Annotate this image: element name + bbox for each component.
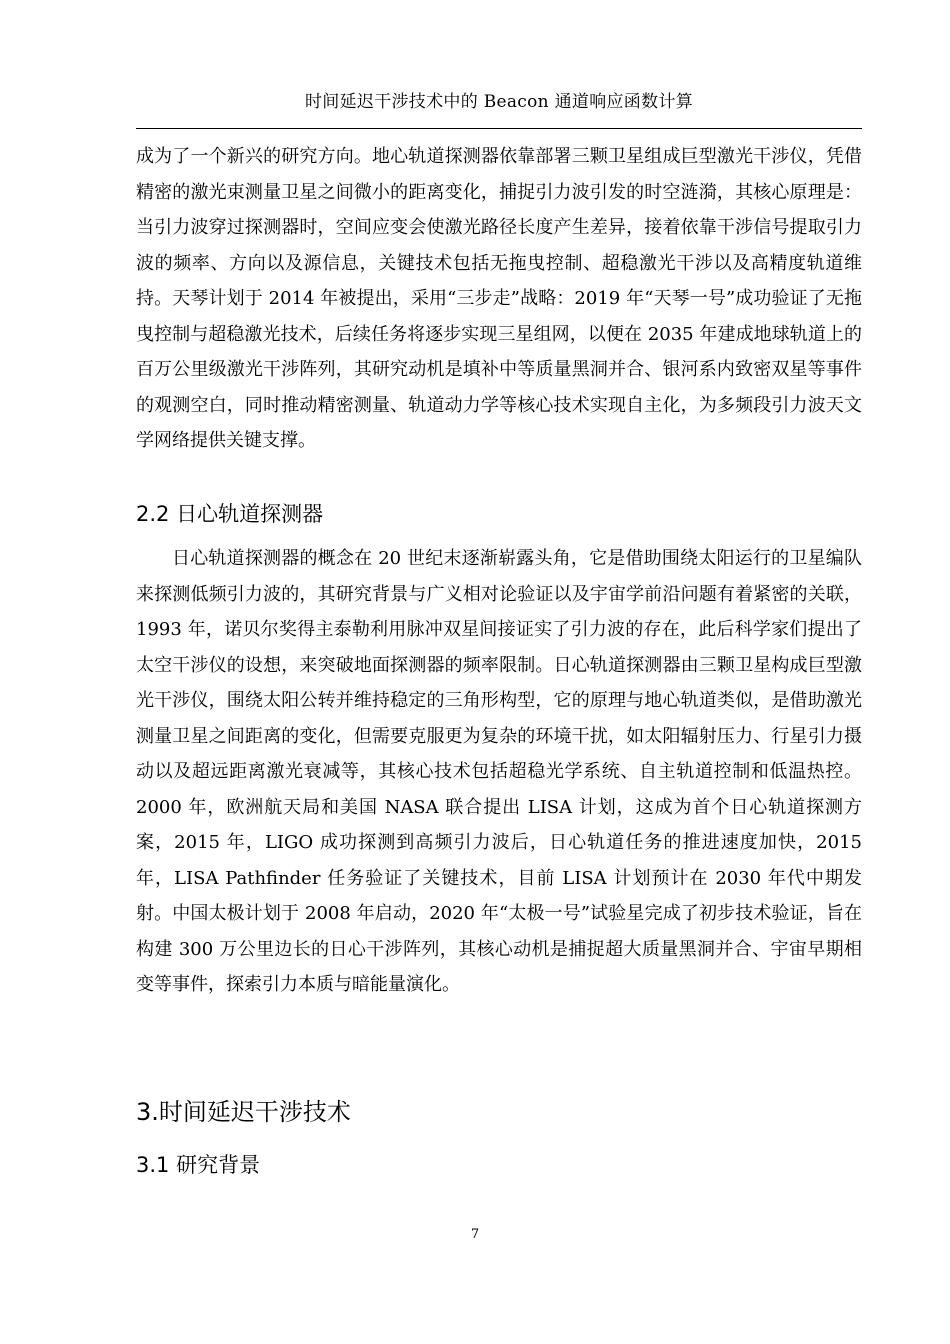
section-heading-3: 3.时间延迟干涉技术 [136,1098,351,1126]
paragraph-heliocentric: 日心轨道探测器的概念在 20 世纪末逐渐崭露头角，它是借助围绕太阳运行的卫星编队来探测低频引力波的，其研究背景与广义相对论验证以及宇宙学前沿问题有着紧密的关联，1993 年，诺贝尔奖得主泰勒利用脉冲双星间接证实了引力波的存在，此后科学家们提出了太空干涉仪的设想，来突破地面探测器的频率限制。日心轨道探测器由三颗卫星构成巨型激光干涉仪，围绕太阳公转并维持稳定的三角形构型，它的原理与地心轨道类似，是借助激光测量卫星之间距离的变化，但需要克服更为复杂的环境干扰，如太阳辐射压力、行星引力摄动以及超远距离激光衰减等，其核心技术包括超稳光学系统、自主轨道控制和低温热控。2000 年，欧洲航天局和美国 NASA 联合提出 LISA 计划，这成为首个日心轨道探测方案，2015 年，LIGO 成功探测到高频引力波后，日心轨道任务的推进速度加快，2015 年，LISA Pathfinder 任务验证了关键技术，目前 LISA 计划预计在 2030 年代中期发射。中国太极计划于 2008 年启动，2020 年“太极一号”试验星完成了初步技术验证，旨在构建 300 万公里边长的日心干涉阵列，其核心动机是捕捉超大质量黑洞并合、宇宙早期相变等事件，探索引力本质与暗能量演化。 [136,548,862,995]
section-heading-3-1: 3.1 研究背景 [136,1153,261,1177]
header-rule [136,128,862,129]
paragraph-continued: 成为了一个新兴的研究方向。地心轨道探测器依靠部署三颗卫星组成巨型激光干涉仪，凭借精密的激光束测量卫星之间微小的距离变化，捕捉引力波引发的时空涟漪，其核心原理是：当引力波穿过探测器时，空间应变会使激光路径长度产生差异，接着依靠干涉信号提取引力波的频率、方向以及源信息，关键技术包括无拖曳控制、超稳激光干涉以及高精度轨道维持。天琴计划于 2014 年被提出，采用“三步走”战略：2019 年“天琴一号”成功验证了无拖曳控制与超稳激光技术，后续任务将逐步实现三星组网，以便在 2035 年建成地球轨道上的百万公里级激光干涉阵列，其研究动机是填补中等质量黑洞并合、银河系内致密双星等事件的观测空白，同时推动精密测量、轨道动力学等核心技术实现自主化，为多频段引力波天文学网络提供关键支撑。 [136,146,862,451]
section-heading-2-2: 2.2 日心轨道探测器 [136,502,324,526]
running-header: 时间延迟干涉技术中的 Beacon 通道响应函数计算 [305,92,693,112]
page-number: 7 [470,1227,480,1242]
